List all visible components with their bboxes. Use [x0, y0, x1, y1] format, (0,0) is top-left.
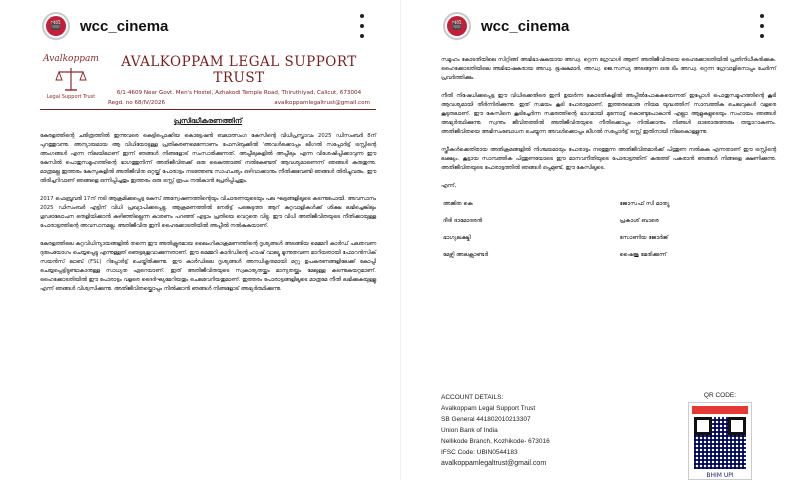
- signatory: സോണിയ ജോർജ്: [619, 235, 669, 241]
- signatory: ജോസഫ് സി മാത്യു: [619, 201, 670, 207]
- camera-icon: 🎬: [447, 16, 467, 36]
- paragraph: സമൂഹം കോടതിയിലെ സിറ്റിങ്ങ് അഭിഭാഷകയായ അഡ്വ. റ്റെന്ന ഗ്രേവാൾ ആണ് അതിജീവിതയെ ഹൈക്കോടതിയിൽ പ്രതിനിധീകരിക്കുക. ഹൈക്കോടതിയിലെ അഭിഭാഷകരായ അഡ്വ. ഭൂഷകുമാർ, അഡ്വ. ജെ.സന്ധ്യ അടങ്ങുന്ന ഒരു ടീം അഡ്വ. റ്റെന്ന ഗ്രേവാളിനൊപ്പം ചേർന്ന് പ്രവർത്തിക്കും.: [441, 57, 776, 81]
- username[interactable]: wcc_cinema: [80, 17, 169, 35]
- letterhead-divider: [40, 109, 376, 110]
- document-image: [40, 52, 376, 472]
- paragraph: 2017 ഫെബ്രുവരി 17ന് നടി ആക്രമിക്കപ്പെട്ട കേസ് അന്വേഷണത്തിന്റെയും വിചാരണയുടെയും പല ഘട്ടങ്ങളിലൂടെ കടന്നുപോയി. അവസാനം 2025 ഡിസംബർ എട്ടിന് വിധി പ്രഖ്യാപിക്കപ്പെട്ടു. ആക്രമണത്തിൽ നേരിട്ട് പങ്കെടുത്ത ആറ് കുറ്റവാളികൾക്ക് ശിക്ഷ ലഭിച്ചെങ്കിലും ഗൂഢാലോചന തെളിയിക്കാൻ കഴിഞ്ഞില്ലെന്ന കാരണം പറഞ്ഞ് എട്ടാം പ്രതിയെ വെറുതെ വിട്ടു. ഈ വിധി അതിജീവിതയുടെ നീതിക്കായുള്ള പോരാട്ടത്തിന്റെ അവസാനമല്ല. അതിജീവിത ഇനി ഹൈക്കോടതിയിൽ അപ്പീൽ നൽകുകയാണ്.: [40, 196, 376, 229]
- paragraph: നീതി നിഷേധിക്കപ്പെട്ട ഈ വിധിക്കെതിരെ ഇനി ഉയർന്ന കോടതികളിൽ അപ്പീൽപോകുകയെന്നത് ഇപ്പോൾ പൊതുസമൂഹത്തിന്റെ കൂടി ആവശ്യമായി തീർന്നിരിക്കുന്നു. ഇത് സമയം കൂടി പോരാട്ടമാണ്. ഇത്തരമൊരു നിയമ യുദ്ധത്തിന് സാമ്പത്തിക ചെലവുകൾ വളരെ കൂടുതലാണ്. ഈ കേസിനെ കൂടിച്ചേർന്ന സമരത്തിന്റെ ഭാഗമായി മുന്നോട്ട് കൊണ്ടുപോകാൻ എല്ലാ ആളുകളുടെയും സഹായം ഞങ്ങൾ അഭ്യർത്ഥിക്കുന്നു. സ്വന്തം ജീവിതത്തിൽ അതിജീവിതയുടെ നീതിക്കൊപ്പം നിൽക്കാനും നിങ്ങൾ ഓരോരുത്തരും തയ്യാറാകണം. അതിജീവിതയെ അഭിസംബോധന ചെയ്യുന്ന അവൾക്കൊപ്പം ലീഗൽ സപ്പോർട്ട് ട്രസ്റ്റ് ഇതിനായി നിലകൊള്ളുന്നു.: [441, 93, 776, 135]
- post-header: [401, 0, 800, 52]
- paragraph: സ്ത്രീകൾക്കെതിരായ അതിക്രമങ്ങളിൽ നിശ്ചയമായും പോരാട്ടം നടത്തുന്ന അതിജീവിതമാർക്ക് പിന്തുണ നൽകുക എന്നതാണ് ഈ ട്രസ്റ്റിന്റെ ലക്ഷ്യം. കൂട്ടായ സാമ്പത്തിക പിന്തുണയോടെ ഈ മാനവനീതിയുടെ പോരാട്ടത്തിന് കരുത്ത് പകരാൻ ഞങ്ങൾ നിങ്ങളെ ക്ഷണിക്കുന്നു. അതിജീവിതയുടെ പോരാട്ടത്തിൽ ഞങ്ങൾ ഒപ്പമുണ്ട്, ഈ കേസിലൂടെ.: [441, 147, 776, 171]
- trust-email: avalkoppamlegaltrust@gmail.com: [274, 100, 370, 106]
- signatory: അജിത കെ: [443, 201, 473, 207]
- document-image: [441, 52, 776, 479]
- username[interactable]: wcc_cinema: [481, 17, 570, 35]
- trust-logo: Avalkoppam Legal Support Trust: [43, 54, 99, 100]
- trust-address: 6/1-4609 Near Govt. Men's Hostel, Azhakodi Temple Road, Thiruthiyad, Calicut, 673004: [116, 90, 362, 96]
- avatar[interactable]: [42, 12, 70, 40]
- signatory: ഷൈജു മേരിക്കുന്ന്: [619, 252, 667, 258]
- qr-block: [682, 392, 758, 480]
- qr-label: QR CODE:: [703, 392, 737, 399]
- press-release-title: പ്രസിദ്ധീകരണത്തിന്: [173, 117, 243, 125]
- trust-title: AVALKOPPAM LEGAL SUPPORT TRUST: [121, 54, 357, 86]
- registration-no: Regd. no 68/IV/2026: [108, 100, 166, 106]
- qr-code-icon: [694, 417, 746, 469]
- more-options-button[interactable]: [752, 14, 772, 38]
- more-options-button[interactable]: [352, 14, 372, 38]
- camera-icon: 🎬: [46, 16, 66, 36]
- paragraph: കേരളത്തിന്റെ ചരിത്രത്തിൽ ഇന്നുവരെ കെട്ടിപ്പൊക്കിയ കൊട്ടേഷൻ ബലാത്സംഗ കേസിന്റെ വിധിപ്രസ്താവം 2025 ഡിസംബർ 8ന് പുറത്തുവന്നു. അന്യായമായ ആ വിധിയോടുള്ള പ്രതികരണമെന്നോണം ഫേസ്ബുക്കിൽ 'അവൾക്കൊപ്പം ലീഗൽ സപ്പോർട്ട് ട്രസ്റ്റിന്റെ അംഗങ്ങൾ എന്ന നിലയിലാണ് ഇന്ന് ഞങ്ങൾ നിങ്ങളോട് സംസാരിക്കുന്നത്. അപ്പീലുകളിൽ അപ്പീലും എന്ന വിശേഷിപ്പിക്കാവുന്ന ഈ കേസിൽ പൊതുസമൂഹത്തിന്റെ ഭാഗത്തുനിന്ന് അതിജീവിതക്ക് ഒരു കൈത്താങ്ങ് നൽകേണ്ടത് ആവശ്യമാണെന്ന് ഞങ്ങൾ കരുതുന്നു. മാത്രമല്ല ഇത്തരം കേസുകളിൽ അതിജീവിത ഒറ്റയ്ക്ക് പോരാട്ടം നടത്തേണ്ട സാഹചര്യം ഒഴിവാക്കാനും നീതിക്കുവേണ്ടി ഞങ്ങൾ തിരിച്ചുവരും. ഈ തിരിച്ചറിവാണ് ഞങ്ങളെ ഒന്നിപ്പിച്ചതും ഇത്തരം ഒരു ട്രസ്റ്റ് രൂപം നൽകാൻ പ്രേരിപ്പിച്ചതും.: [40, 133, 376, 184]
- account-details: [441, 392, 550, 469]
- qr-card: [688, 402, 752, 480]
- signatory: മേഴ്സി അലക്സാണ്ടർ: [443, 252, 489, 258]
- avatar[interactable]: [443, 12, 471, 40]
- closing: എന്ന്,: [441, 183, 457, 189]
- account-number: SB General 441802010213307: [441, 416, 531, 423]
- paragraph: കേരളത്തിലെ കുറ്റവിധിന്യായങ്ങളിൽ തന്നെ ഈ അതിക്രൂരമായ ലൈംഗികാക്രമണത്തിന്റെ ദൃശ്യങ്ങൾ അടങ്ങിയ മെമ്മറി കാർഡ് പലതവണ ദുരുപയോഗം ചെയ്യപ്പെട്ടു എന്നുള്ളത് ഞെട്ടലുളവാക്കുന്നതാണ്. ഈ മെമ്മറി കാർഡിന്റെ ഹാഷ് വാല്യു മൂന്നുതവണ മാറിയതായി ഫോറൻസിക് സയൻസ് ലാബ് (FSL) റിപ്പോർട്ട് ചെയ്തിരിക്കുന്നു. ഈ കാർഡിലെ ദൃശ്യങ്ങൾ അനധികൃതമായി മറ്റു ഉപകരണങ്ങളിലേക്ക് കോപ്പി ചെയ്യപ്പെട്ടിട്ടുണ്ടാകാനുള്ള സാധ്യത ഏറെയാണ്. ഇത് അതിജീവിതയുടെ സ്വകാര്യതയ്ക്കും മാന്യതയ്ക്കും മേലുള്ള കടന്നുകയറ്റമാണ്. ഹൈക്കോടതിയിൽ ഈ പോരാട്ടം വളരെ ദൈർഘ്യമേറിയതും ചെലവേറിയതുമാണ്. ഇത്തരം പോരാട്ടങ്ങളിലൂടെ മാത്രമേ നീതി ലഭിക്കുകയുള്ളൂ എന്ന് ഞങ്ങൾ വിശ്വസിക്കുന്നു. അതിജീവിതയ്ക്കൊപ്പം നിൽക്കാൻ ഞങ്ങൾ നിങ്ങളോട് അഭ്യർത്ഥിക്കുന്നു.: [40, 241, 376, 292]
- post-header: [0, 0, 400, 52]
- account-name: Avalkoppam Legal Support Trust: [441, 405, 536, 412]
- account-heading: ACCOUNT DETAILS:: [441, 394, 504, 401]
- signatory: പ്രകാശ് ബാരെ: [619, 218, 659, 224]
- qr-footer: BHIM UPI: [706, 472, 734, 479]
- letterhead-text: [102, 54, 376, 106]
- letterhead: [40, 52, 376, 106]
- signatory: ഭാഗ്യലക്ഷ്മി: [443, 235, 471, 241]
- account-email: avalkoppamlegaltrust@gmail.com: [441, 460, 547, 467]
- signatories: [441, 201, 776, 259]
- signatory: ദീദി ദാമോദരൻ: [443, 218, 483, 224]
- scales-icon: [54, 66, 88, 92]
- branch: Nellikode Branch, Kozhikode- 673016: [441, 438, 550, 445]
- bank-name: Union Bank of India: [441, 427, 498, 434]
- ifsc-code: IFSC Code: UBIN0544183: [441, 449, 518, 456]
- post-right: [400, 0, 800, 480]
